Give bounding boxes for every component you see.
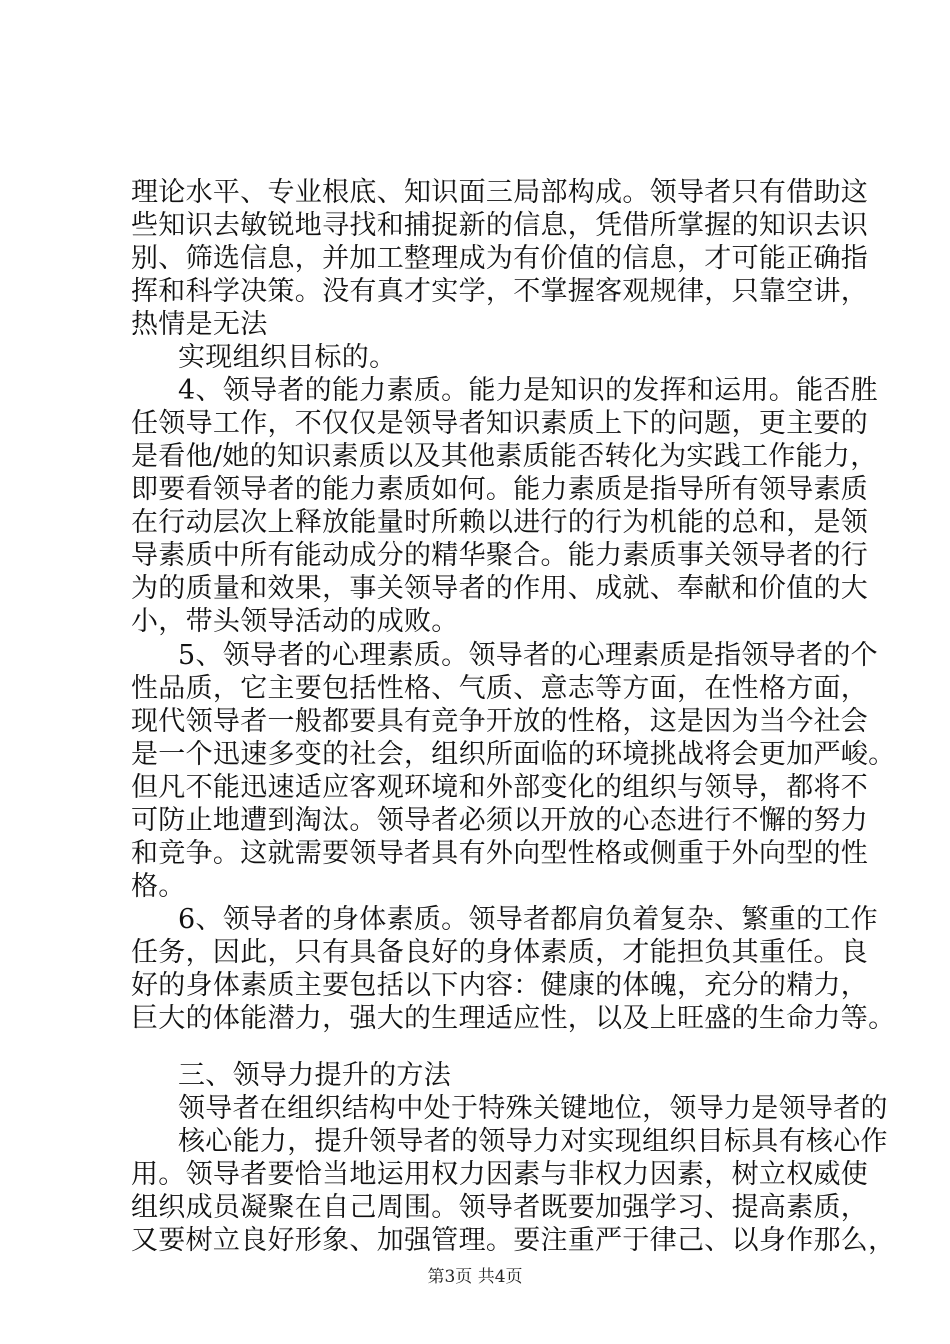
text-line: 热情是无法 [131,309,268,340]
text-line: 领导者在组织结构中处于特殊关键地位，领导力是领导者的 [178,1093,888,1124]
text-line: 小，带头领导活动的成败。 [131,606,459,637]
text-line: 别、筛选信息，并加工整理成为有价值的信息，才可能正确指 [131,243,869,274]
text-line: 组织成员凝聚在自己周围。领导者既要加强学习、提高素质， [131,1192,869,1223]
text-line: 和竞争。这就需要领导者具有外向型性格或侧重于外向型的性 [131,838,869,869]
text-line: 些知识去敏锐地寻找和捕捉新的信息，凭借所掌握的知识去识 [131,210,869,241]
text-line: 在行动层次上释放能量时所赖以进行的行为机能的总和，是领 [131,507,869,538]
text-line: 现代领导者一般都要具有竞争开放的性格，这是因为当今社会 [131,706,869,737]
text-line: 核心能力，提升领导者的领导力对实现组织目标具有核心作 [178,1126,888,1157]
text-line: 是一个迅速多变的社会，组织所面临的环境挑战将会更加严峻。 [131,739,896,770]
text-line: 用。领导者要恰当地运用权力因素与非权力因素，树立权威使 [131,1159,869,1190]
text-line: 性品质，它主要包括性格、气质、意志等方面，在性格方面， [131,673,869,704]
text-line: 挥和科学决策。没有真才实学，不掌握客观规律，只靠空讲， [131,276,869,307]
text-line: 任领导工作，不仅仅是领导者知识素质上下的问题，更主要的 [131,408,869,439]
text-line: 4、领导者的能力素质。能力是知识的发挥和运用。能否胜 [178,375,878,406]
section-heading: 三、领导力提升的方法 [178,1060,451,1091]
text-line: 格。 [131,871,186,902]
text-line: 可防止地遭到淘汰。领导者必须以开放的心态进行不懈的努力 [131,805,869,836]
text-line: 5、领导者的心理素质。领导者的心理素质是指领导者的个 [178,640,878,671]
text-line: 但凡不能迅速适应客观环境和外部变化的组织与领导，都将不 [131,772,869,803]
text-line: 好的身体素质主要包括以下内容：健康的体魄，充分的精力， [131,970,869,1001]
text-line: 为的质量和效果，事关领导者的作用、成就、奉献和价值的大 [131,573,869,604]
text-line: 6、领导者的身体素质。领导者都肩负着复杂、繁重的工作 [178,904,878,935]
text-line: 巨大的体能潜力，强大的生理适应性，以及上旺盛的生命力等。 [131,1003,896,1034]
text-line: 任务，因此，只有具备良好的身体素质，才能担负其重任。良 [131,937,869,968]
page-footer: 第3页 共4页 [427,1267,523,1287]
text-line: 又要树立良好形象、加强管理。要注重严于律己、以身作那么， [131,1225,896,1256]
text-line: 即要看领导者的能力素质如何。能力素质是指导所有领导素质 [131,474,869,505]
text-line: 是看他/她的知识素质以及其他素质能否转化为实践工作能力， [131,441,878,472]
text-line: 理论水平、专业根底、知识面三局部构成。领导者只有借助这 [131,177,869,208]
text-line: 实现组织目标的。 [178,342,397,373]
text-line: 导素质中所有能动成分的精华聚合。能力素质事关领导者的行 [131,540,869,571]
